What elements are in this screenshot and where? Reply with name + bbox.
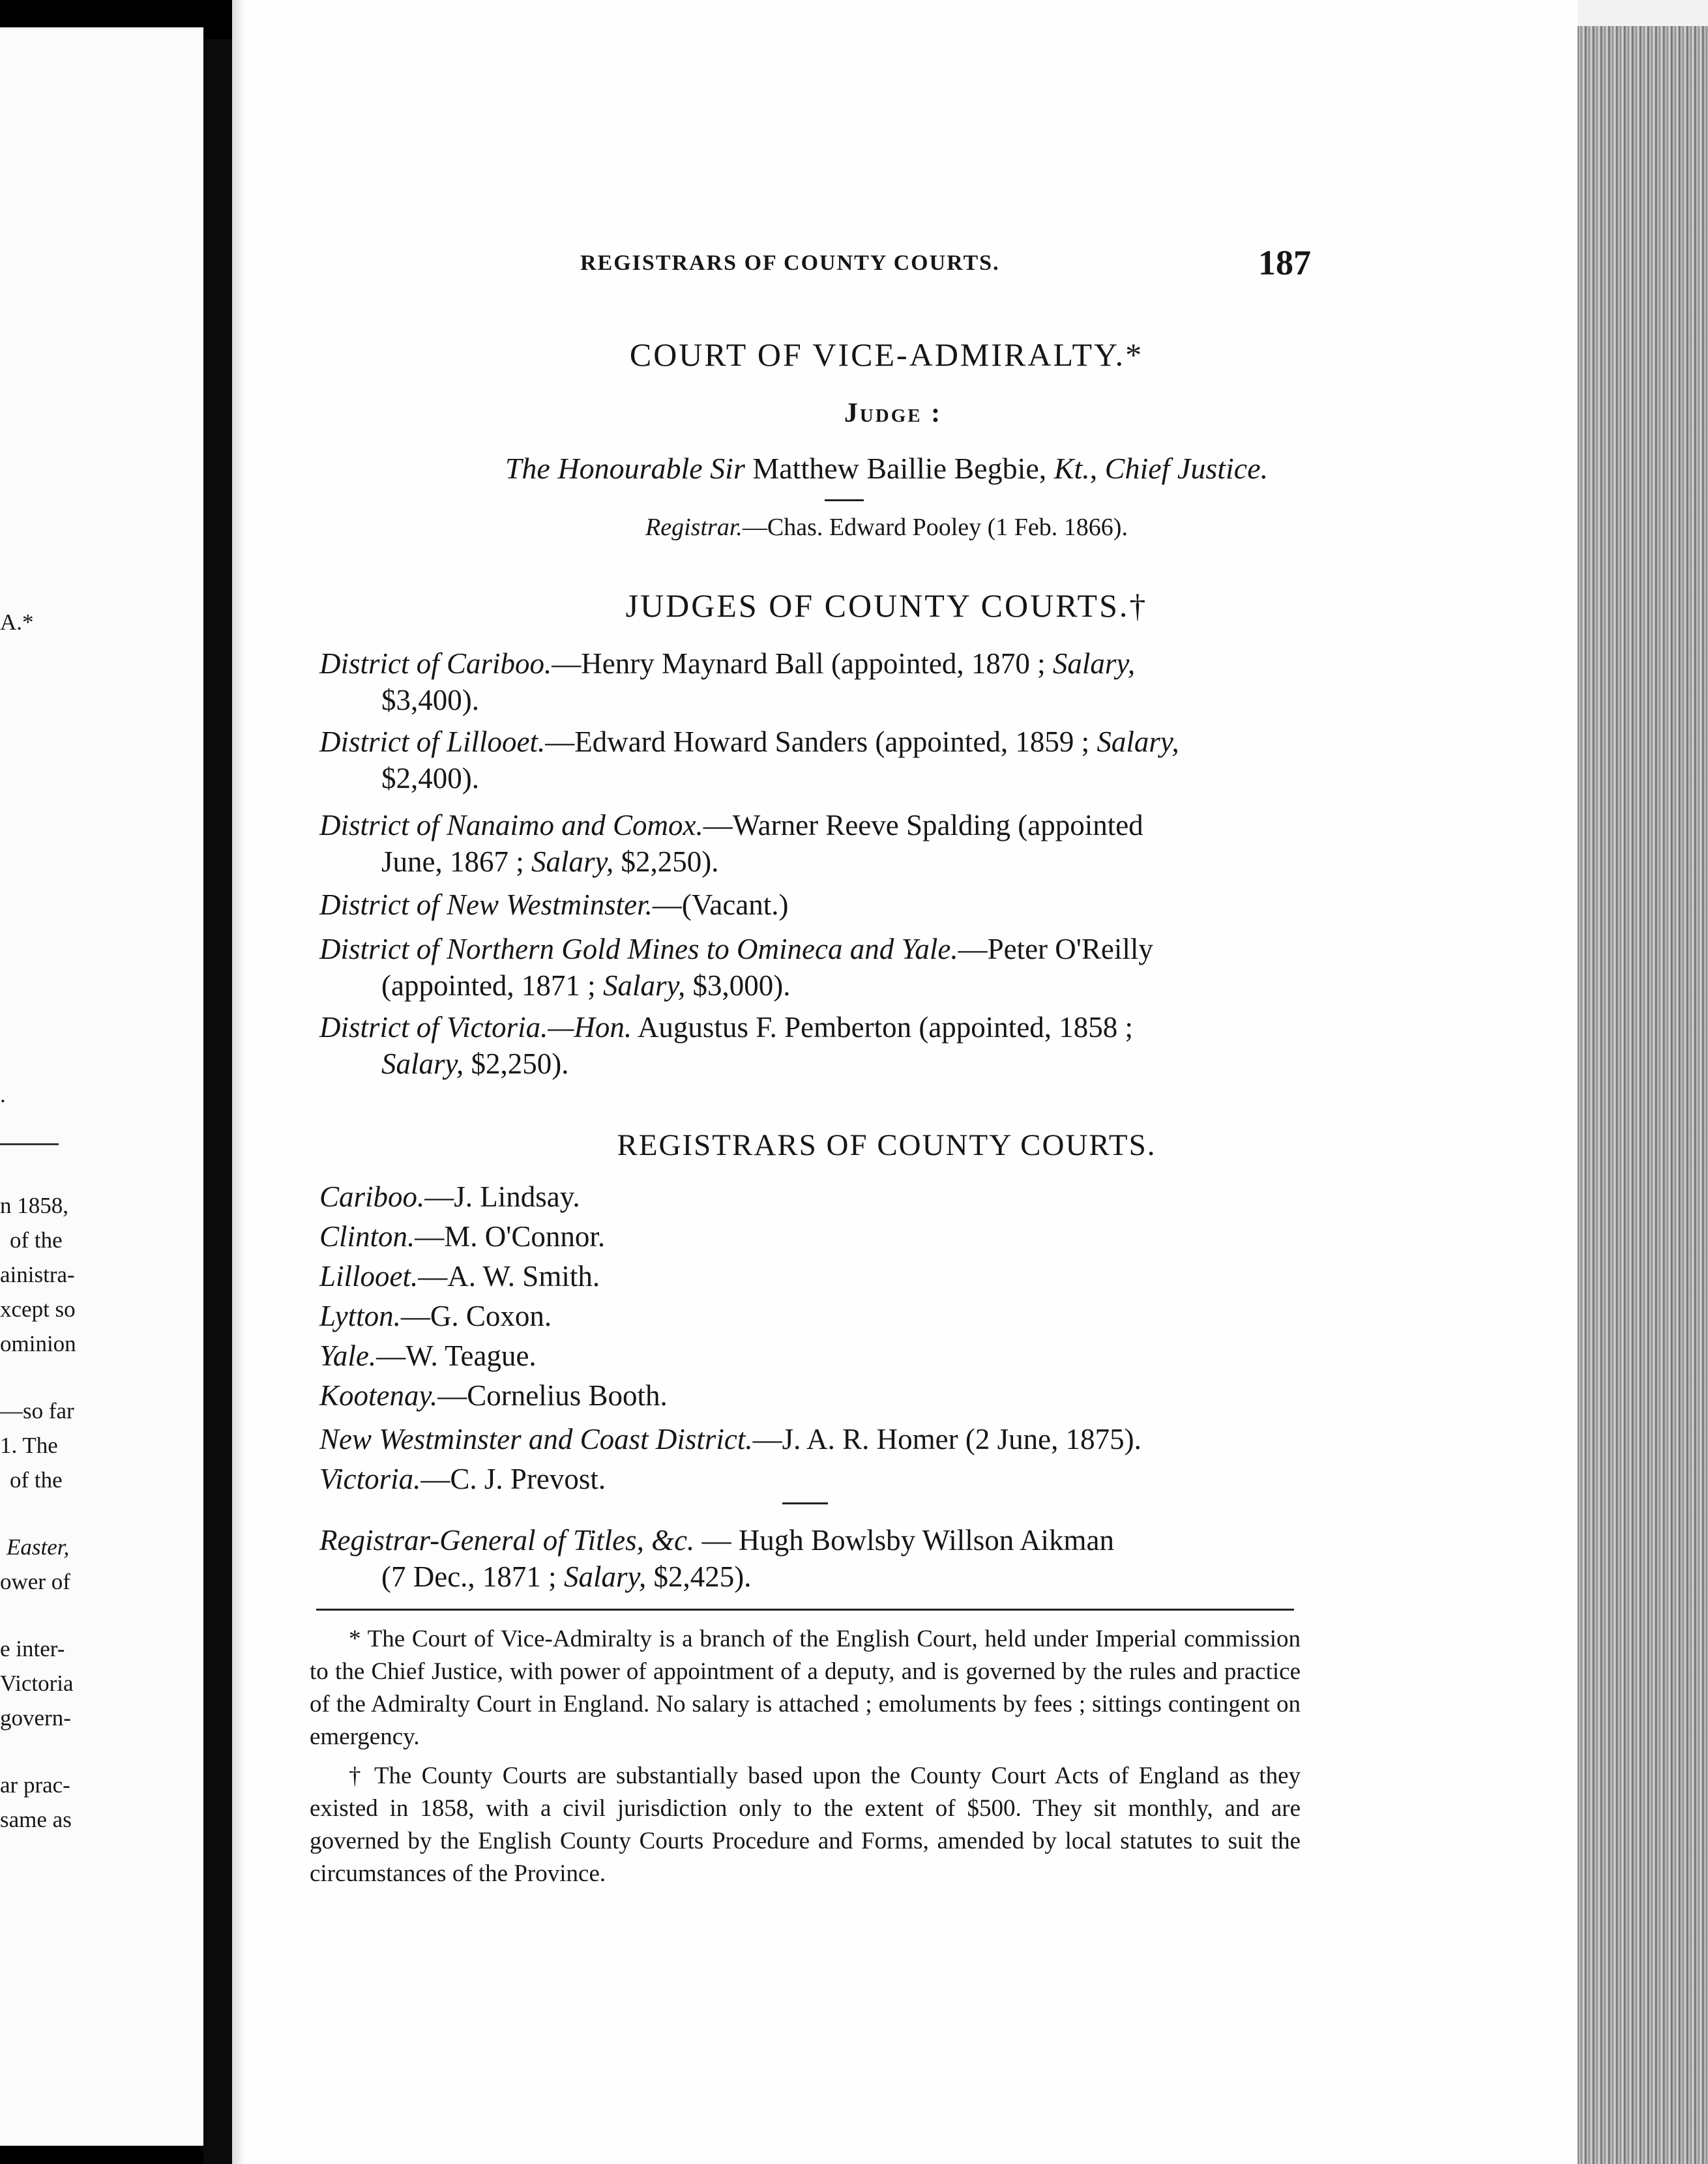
judge-entry — [319, 1009, 1317, 1082]
footnote-text: The County Courts are substantially based upon the County Court Acts of England as they existed in 1858, with a civil jurisdiction only to the extent of $500. They sit monthly, and are governed by the English County Courts Procedure and Forms, amended by local statutes to suit the circumstances of the Province. — [310, 1762, 1301, 1887]
entry-text: —Henry Maynard Ball (appointed, 1870 ; — [552, 647, 1053, 680]
footnote-text: The Court of Vice-Admiralty is a branch of the English Court, held under Imperial commission to the Chief Justice, with power of appointment of a deputy, and is governed by the rules and practice of the Admiralty Court in England. No salary is attached ; emoluments by fees ; sittings contingent on emergency. — [310, 1626, 1301, 1750]
registrar-entry — [319, 1258, 1317, 1294]
facing-page-text: . — [0, 1082, 6, 1107]
registrar-name: —C. J. Prevost. — [420, 1463, 606, 1495]
salary-amount: $2,250). — [464, 1047, 569, 1080]
entry-text: Augustus F. Pemberton (appointed, 1858 ; — [632, 1011, 1134, 1044]
section-rule — [825, 499, 864, 501]
entry-text: —(Vacant.) — [652, 888, 789, 921]
facing-page-text: same as — [0, 1807, 72, 1832]
section-rule — [782, 1502, 828, 1504]
registrar-name: —W. Teague. — [376, 1339, 537, 1372]
judge-prefix: The Honourable Sir — [505, 452, 745, 485]
judge-comma: , — [1089, 452, 1105, 485]
footnote-marker: * — [349, 1626, 361, 1652]
entry-text: —Edward Howard Sanders (appointed, 1859 ; — [545, 725, 1097, 758]
salary-label: Salary, — [531, 845, 614, 878]
district-name: District of Cariboo. — [319, 647, 552, 680]
facing-page-text: —so far — [0, 1398, 74, 1424]
honorific: —Hon. — [548, 1011, 632, 1044]
registrar-entry — [319, 1298, 1317, 1334]
vice-admiralty-heading: COURT OF VICE-ADMIRALTY.* — [629, 336, 1144, 373]
registrar-entry — [319, 1218, 1317, 1255]
judges-heading: JUDGES OF COUNTY COURTS.† — [625, 587, 1148, 624]
place-name: Clinton. — [319, 1220, 415, 1253]
facing-page — [0, 27, 203, 2146]
entry-continuation — [319, 1045, 1317, 1082]
place-name: Kootenay. — [319, 1379, 438, 1412]
running-head: REGISTRARS OF COUNTY COURTS. — [580, 251, 1000, 275]
page-edges — [1578, 0, 1708, 2164]
judge-entry — [319, 645, 1317, 718]
salary-label: Salary, — [1097, 725, 1179, 758]
page-edge-top — [1578, 0, 1708, 26]
judge-entry — [319, 807, 1317, 880]
entry-continuation — [319, 843, 1317, 880]
judge-name: Matthew Baillie Begbie, — [744, 452, 1054, 485]
salary-label: Salary, — [563, 1560, 647, 1593]
judge-entry — [319, 931, 1317, 1004]
salary-label: Salary, — [1052, 647, 1136, 680]
district-name: District of Lillooet. — [319, 725, 546, 758]
facing-page-text: ominion — [0, 1331, 76, 1356]
place-name: Cariboo. — [319, 1180, 425, 1213]
registrar-general-label: Registrar-General of Titles, &c. — [319, 1524, 695, 1557]
facing-page-text: A.* — [0, 609, 34, 635]
judge-entry — [319, 886, 1317, 923]
facing-page-text: 1. The — [0, 1433, 58, 1458]
district-name: District of Victoria. — [319, 1011, 548, 1044]
salary-label: Salary, — [381, 1047, 464, 1080]
footnote — [310, 1623, 1301, 1753]
entry-continuation: $3,400). — [381, 684, 479, 716]
judge-office: Chief Justice. — [1104, 452, 1269, 485]
facing-page-text: ar prac- — [0, 1772, 70, 1798]
registrar-entry — [319, 1338, 1317, 1374]
page-number: 187 — [1258, 243, 1311, 282]
registrar-general-entry — [319, 1522, 1304, 1595]
entry-continuation — [319, 1558, 1304, 1595]
place-name: Yale. — [319, 1339, 377, 1372]
registrar-entry — [319, 1377, 1317, 1414]
facing-page-text: govern- — [0, 1705, 71, 1731]
salary-amount: $2,425). — [646, 1560, 752, 1593]
place-name: Lillooet. — [319, 1260, 419, 1293]
page-curve-shadow — [232, 0, 245, 2164]
salary-amount: $2,250). — [613, 845, 719, 878]
judge-honour: Kt. — [1053, 452, 1090, 485]
registrar-entry — [319, 1421, 1317, 1457]
place-name: Lytton. — [319, 1300, 401, 1332]
judge-line — [235, 451, 1539, 486]
facing-page-text: Easter, — [7, 1534, 70, 1560]
facing-page-text: ainistra- — [0, 1262, 75, 1287]
district-name: District of Nanaimo and Comox. — [319, 809, 703, 841]
facing-page-text: e inter- — [0, 1636, 65, 1661]
registrar-line — [235, 513, 1539, 542]
registrar-name: —J. Lindsay. — [424, 1180, 580, 1213]
facing-page-text: n 1858, — [0, 1193, 68, 1218]
registrars-heading: REGISTRARS OF COUNTY COURTS. — [617, 1128, 1156, 1162]
registrar-name: —G. Coxon. — [400, 1300, 552, 1332]
registrar-name: —J. A. R. Homer (2 June, 1875). — [752, 1423, 1141, 1455]
judge-heading: Judge : — [844, 398, 943, 428]
facing-page-rule — [0, 1143, 59, 1145]
entry-date: June, 1867 ; — [381, 845, 531, 878]
footnote-rule — [316, 1609, 1294, 1611]
registrar-entry — [319, 1178, 1317, 1215]
registrar-general-name: — Hugh Bowlsby Willson Aikman — [694, 1524, 1114, 1557]
facing-page-text: of the — [10, 1467, 63, 1493]
footnote — [310, 1760, 1301, 1890]
judge-entry — [319, 724, 1317, 797]
entry-text: —Peter O'Reilly — [958, 933, 1153, 965]
entry-text: —Warner Reeve Spalding (appointed — [703, 809, 1143, 841]
registrar-entry — [319, 1461, 1317, 1497]
entry-continuation: $2,400). — [381, 762, 479, 795]
salary-label: Salary, — [602, 969, 686, 1002]
facing-page-text: ower of — [0, 1569, 70, 1594]
footnote-marker: † — [349, 1762, 365, 1789]
place-name: Victoria. — [319, 1463, 421, 1495]
facing-page-text: xcept so — [0, 1296, 76, 1322]
facing-page-text: Victoria — [0, 1671, 74, 1696]
salary-amount: $3,000). — [685, 969, 791, 1002]
registrar-label: Registrar. — [645, 514, 743, 541]
entry-date: (appointed, 1871 ; — [381, 969, 603, 1002]
entry-date: (7 Dec., 1871 ; — [381, 1560, 564, 1593]
entry-continuation — [319, 967, 1317, 1004]
facing-page-text: of the — [10, 1227, 63, 1253]
registrar-text: —Chas. Edward Pooley (1 Feb. 1866). — [742, 514, 1128, 541]
place-name: New Westminster and Coast District. — [319, 1423, 753, 1455]
registrar-name: —M. O'Connor. — [415, 1220, 606, 1253]
registrar-name: —Cornelius Booth. — [437, 1379, 668, 1412]
district-name: District of New Westminster. — [319, 888, 653, 921]
book-gutter — [203, 39, 232, 2164]
registrar-name: —A. W. Smith. — [418, 1260, 600, 1293]
district-name: District of Northern Gold Mines to Omineca and Yale. — [319, 933, 958, 965]
